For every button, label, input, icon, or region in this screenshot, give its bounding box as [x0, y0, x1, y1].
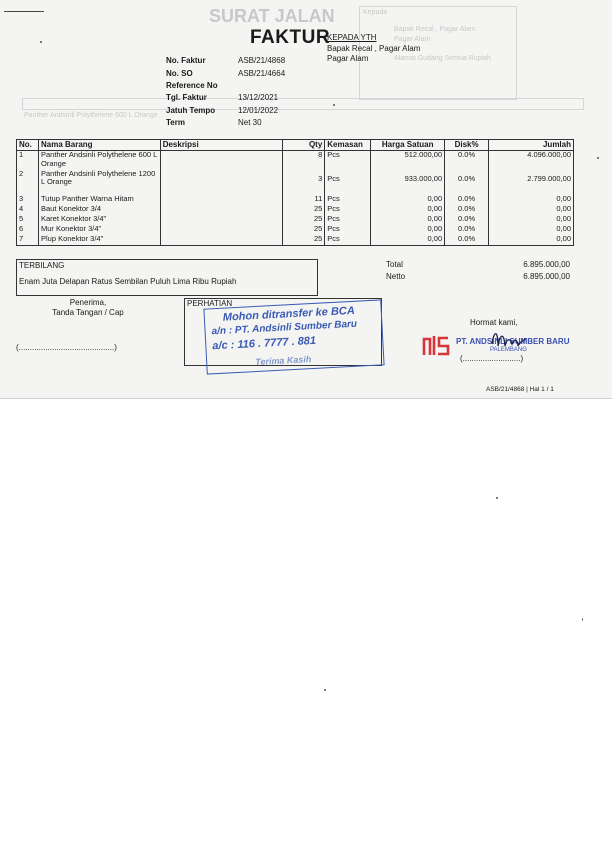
cell-jumlah: 0,00 — [489, 205, 574, 215]
cell-deskripsi — [160, 215, 283, 225]
cell-kemasan: Pcs — [325, 170, 371, 195]
company-name-stamp: PT. ANDSINLI SUMBER BARU — [456, 337, 570, 346]
signature-scribble-icon — [488, 326, 528, 356]
terbilang-label: TERBILANG — [19, 261, 65, 270]
cell-disk: 0.0% — [445, 195, 489, 205]
table-row — [17, 235, 574, 246]
cell-qty: 25 — [283, 205, 325, 215]
info-label-term: Term — [166, 118, 185, 127]
info-value-jatuh-tempo: 12/01/2022 — [238, 106, 279, 115]
cell-no: 4 — [17, 205, 39, 215]
cell-nama: Panther Andsinli Polythelene 600 L Orange — [38, 151, 160, 170]
cell-deskripsi — [160, 235, 283, 246]
cell-no: 2 — [17, 170, 39, 195]
ghost-table-header — [22, 98, 584, 110]
total-value: 6.895.000,00 — [523, 260, 570, 269]
cell-nama: Panther Andsinli Polythelene 1200 L Orange — [38, 170, 160, 195]
ghost-recipient-box — [359, 6, 517, 100]
col-header-qty: Qty — [283, 140, 325, 151]
netto-label: Netto — [386, 272, 406, 281]
info-label-no-so: No. SO — [166, 69, 193, 78]
ghost-table-row: Panther Andsinli Polythelene 600 L Orange — [24, 112, 158, 119]
table-row — [17, 151, 574, 170]
cell-harga: 0,00 — [371, 195, 445, 205]
cell-qty: 25 — [283, 235, 325, 246]
cell-kemasan: Pcs — [325, 151, 371, 170]
bank-transfer-stamp — [203, 299, 384, 374]
stamp-line: Terima Kasih — [254, 354, 312, 368]
page-footer: ASB/21/4868 | Hal 1 / 1 — [486, 386, 554, 393]
info-value-no-faktur: ASB/21/4868 — [238, 56, 286, 65]
info-value-no-so: ASB/21/4664 — [238, 69, 286, 78]
stamp-line: a/c : 116 . 7777 . 881 — [212, 334, 317, 353]
scan-speck — [324, 689, 326, 691]
cell-qty: 25 — [283, 215, 325, 225]
company-logo-icon — [421, 333, 451, 359]
col-header-disk: Disk% — [445, 140, 489, 151]
ghost-box-label: Kepada — [363, 9, 388, 16]
col-header-kemasan: Kemasan — [325, 140, 371, 151]
cell-disk: 0.0% — [445, 151, 489, 170]
cell-harga: 933.000,00 — [371, 170, 445, 195]
col-header-no: No. — [17, 140, 39, 151]
ghost-box-line: Alamat Gudang Semua Rupiah — [394, 55, 491, 62]
table-row — [17, 170, 574, 195]
cell-nama: Plup Konektor 3/4" — [38, 235, 160, 246]
recipient-line: Pagar Alam — [327, 54, 369, 63]
netto-value: 6.895.000,00 — [523, 272, 570, 281]
cell-disk: 0.0% — [445, 170, 489, 195]
cell-harga: 0,00 — [371, 205, 445, 215]
cell-deskripsi — [160, 225, 283, 235]
cell-nama: Tutup Panther Warna Hitam — [38, 195, 160, 205]
cell-qty: 25 — [283, 225, 325, 235]
cell-kemasan: Pcs — [325, 195, 371, 205]
cell-deskripsi — [160, 170, 283, 195]
recipient-line: Bapak Recal , Pagar Alam — [327, 44, 421, 53]
stamp-line: a/n : PT. Andsinli Sumber Baru — [211, 318, 358, 338]
scan-speck — [597, 157, 599, 159]
cell-qty: 11 — [283, 195, 325, 205]
table-row — [17, 195, 574, 205]
info-value-tgl-faktur: 13/12/2021 — [238, 93, 279, 102]
cell-harga: 512.000,00 — [371, 151, 445, 170]
cell-harga: 0,00 — [371, 235, 445, 246]
cell-jumlah: 0,00 — [489, 235, 574, 246]
cell-nama: Baut Konektor 3/4 — [38, 205, 160, 215]
recipient-heading: KEPADA YTH — [327, 33, 377, 42]
receiver-sign-label: Tanda Tangan / Cap — [52, 308, 124, 317]
hormat-kami: Hormat kami, — [470, 318, 518, 327]
cell-nama: Mur Konektor 3/4" — [38, 225, 160, 235]
receiver-signature-block — [38, 298, 138, 318]
cell-kemasan: Pcs — [325, 215, 371, 225]
cell-no: 3 — [17, 195, 39, 205]
scan-speck — [582, 618, 583, 621]
cell-kemasan: Pcs — [325, 205, 371, 215]
receiver-label: Penerima, — [69, 298, 107, 307]
cell-no: 5 — [17, 215, 39, 225]
info-label-jatuh-tempo: Jatuh Tempo — [166, 106, 216, 115]
corner-mark — [4, 11, 44, 12]
stamp-line: Mohon ditransfer ke BCA — [222, 304, 356, 324]
info-label-tgl-faktur: Tgl. Faktur — [166, 93, 207, 102]
cell-jumlah: 0,00 — [489, 215, 574, 225]
col-header-jumlah: Jumlah — [489, 140, 574, 151]
info-label-reference: Reference No — [166, 81, 218, 90]
cell-deskripsi — [160, 205, 283, 215]
document-title: FAKTUR — [250, 27, 331, 48]
col-header-nama: Nama Barang — [38, 140, 160, 151]
cell-no: 6 — [17, 225, 39, 235]
col-header-harga: Harga Satuan — [371, 140, 445, 151]
scan-speck — [40, 41, 42, 43]
table-row — [17, 215, 574, 225]
table-row — [17, 225, 574, 235]
scan-speck — [496, 497, 498, 499]
info-value-term: Net 30 — [238, 118, 262, 127]
terbilang-box — [16, 259, 318, 296]
cell-disk: 0.0% — [445, 235, 489, 246]
scan-speck — [333, 104, 335, 106]
cell-kemasan: Pcs — [325, 235, 371, 246]
ghost-box-line: Pagar Alam — [394, 36, 431, 43]
cell-jumlah: 4.096.000,00 — [489, 151, 574, 170]
col-header-deskripsi: Deskripsi — [160, 140, 283, 151]
cell-harga: 0,00 — [371, 215, 445, 225]
cell-deskripsi — [160, 151, 283, 170]
cell-kemasan: Pcs — [325, 225, 371, 235]
cell-jumlah: 2.799.000,00 — [489, 170, 574, 195]
cell-no: 7 — [17, 235, 39, 246]
ghost-box-line: Bapak Recal , Pagar Alam — [394, 26, 476, 33]
cell-no: 1 — [17, 151, 39, 170]
terbilang-text: Enam Juta Delapan Ratus Sembilan Puluh Lima Ribu Rupiah — [19, 277, 237, 286]
cell-harga: 0,00 — [371, 225, 445, 235]
info-label-no-faktur: No. Faktur — [166, 56, 206, 65]
table-header-row — [17, 140, 574, 151]
total-label: Total — [386, 260, 403, 269]
company-sign-line: (..........................) — [460, 354, 524, 363]
cell-deskripsi — [160, 195, 283, 205]
cell-qty: 3 — [283, 170, 325, 195]
cell-disk: 0.0% — [445, 215, 489, 225]
cell-jumlah: 0,00 — [489, 195, 574, 205]
cell-nama: Karet Konektor 3/4" — [38, 215, 160, 225]
cell-disk: 0.0% — [445, 225, 489, 235]
perhatian-label: PERHATIAN — [187, 299, 233, 308]
items-table — [16, 139, 574, 246]
company-city-stamp: PALEMBANG — [490, 347, 527, 353]
faktur-sheet — [0, 0, 612, 399]
cell-qty: 8 — [283, 151, 325, 170]
table-row — [17, 205, 574, 215]
receiver-sign-line: (...........................................) — [16, 343, 117, 352]
ghost-title: SURAT JALAN — [209, 6, 335, 26]
cell-jumlah: 0,00 — [489, 225, 574, 235]
cell-disk: 0.0% — [445, 205, 489, 215]
